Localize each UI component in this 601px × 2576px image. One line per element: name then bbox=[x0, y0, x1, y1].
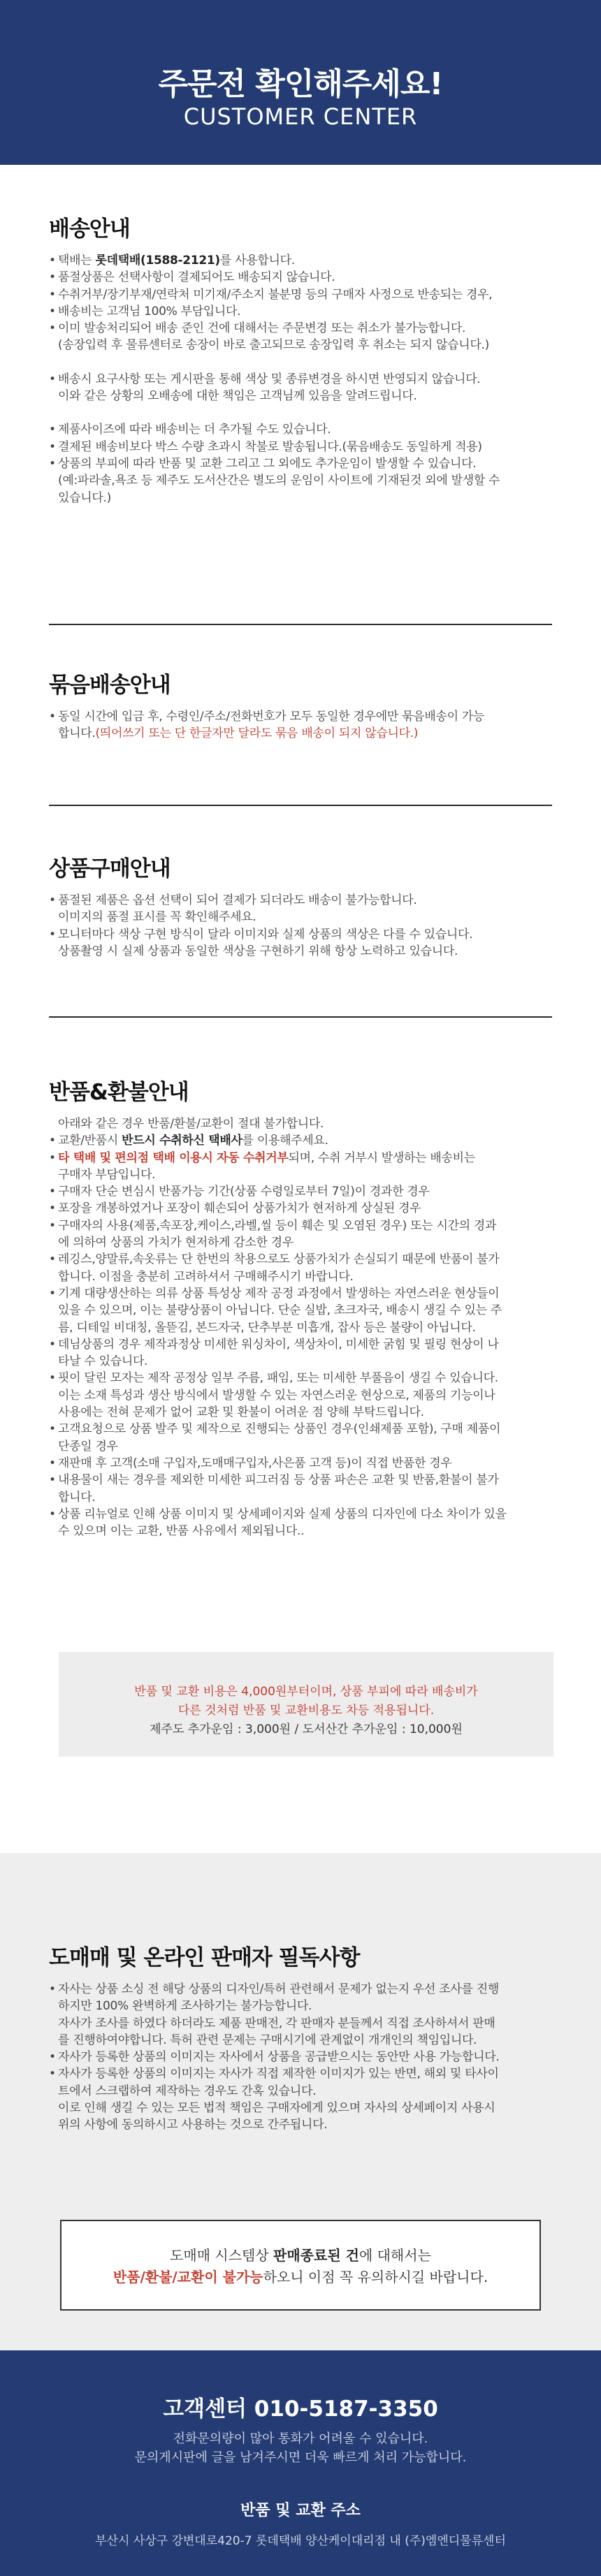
returns-section bbox=[49, 1074, 559, 1539]
list-item: • 고객요청으로 상품 발주 및 제작으로 진행되는 상품인 경우(인쇄제품 포함), 구매 제품이 단종일 경우 bbox=[49, 1421, 559, 1455]
list-item: • 포장을 개봉하였거나 포장이 훼손되어 상품가치가 현저하게 상실된 경우 bbox=[49, 1200, 559, 1217]
ws-line-2: 반품/환불/교환이 불가능하오니 이점 꼭 유의하시길 바랍니다. bbox=[113, 2269, 488, 2285]
wholesale-notice-box bbox=[60, 2220, 541, 2311]
ws-line-1: 도매매 시스템상 판매종료된 건에 대해서는 bbox=[170, 2247, 431, 2264]
list-item: • 결제된 배송비보다 박스 수량 초과시 착불로 발송됩니다.(묶음배송도 동일하게 적용) bbox=[49, 439, 559, 455]
fee-line-2: 다른 것처럼 반품 및 교환비용도 차등 적용됩니다. bbox=[178, 1704, 435, 1718]
list-item: • 수취거부/장기부재/연락처 미기재/주소지 불분명 등의 구매자 사정으로 반송되는 경우, bbox=[49, 286, 559, 303]
list-item: • 배송비는 고객님 100% 부담입니다. bbox=[49, 303, 559, 320]
list-item: • 데님상품의 경우 제작과정상 미세한 워싱차이, 색상차이, 미세한 굵힘 및 필링 현상이 나 타날 수 있습니다. bbox=[49, 1336, 559, 1370]
list-item: • 모니터마다 색상 구현 방식이 달라 이미지와 실제 상품의 색상은 다를 수 있습니다. 상품촬영 시 실제 상품과 동일한 색상을 구현하기 위해 항상 노력하고 있습니다. bbox=[49, 926, 559, 960]
list-item: • 택배는 롯데택배(1588-2121)를 사용합니다. bbox=[49, 252, 559, 269]
delivery-title: 배송안내 bbox=[49, 217, 130, 242]
purchase-list bbox=[49, 892, 559, 960]
fee-line-3: 제주도 추가운임 : 3,000원 / 도서산간 추가운임 : 10,000원 bbox=[150, 1722, 463, 1736]
customer-center-footer bbox=[0, 2350, 601, 2576]
returns-list bbox=[49, 1115, 559, 1539]
section-divider bbox=[49, 805, 552, 806]
list-item: • 기계 대량생산하는 의류 상품 특성상 제작 공정 과정에서 발생하는 자연스러운 현상들이 있을 수 있으며, 이는 불량상품이 아닙니다. 단순 실밥, 초크자국, 배송시 생길 수 있는 주 름, 디테일 비대칭, 올뜯김, 본드자국, 단추부분 미흡개, 잡사 등은 불량이 아닙니다. bbox=[49, 1285, 559, 1336]
customer-phone: 고객센터 010-5187-3350 bbox=[163, 2396, 438, 2422]
list-item: • 타 택배 및 편의점 택배 이용시 자동 수취거부되며, 수취 거부시 발생하는 배송비는 구매자 부담입니다. bbox=[49, 1150, 559, 1184]
purchase-section bbox=[49, 851, 559, 960]
list-item: • 구매자의 사용(제품,속포장,케이스,라벨,씰 등이 훼손 및 오염된 경우) 또는 시간의 경과 에 의하여 상품의 가치가 현저하게 감소한 경우 bbox=[49, 1217, 559, 1252]
list-item: • 자사는 상품 소싱 전 해당 상품의 디자인/특허 관련해서 문제가 없는지 우선 조사를 진행 하지만 100% 완벽하게 조사하기는 불가능합니다. 자사가 조사를 하였다 하더라도 제품 판매전, 각 판매자 분들께서 직접 조사하셔서 판매 를 진행하여야합니다. 특허 관련 문제는 구매시기에 관계없이 개개인의 책임입니다. bbox=[49, 1981, 559, 2049]
list-item: • 품절된 제품은 옵션 선택이 되어 결제가 되더라도 배송이 불가능합니다. 이미지의 품절 표시를 꼭 확인해주세요. bbox=[49, 892, 559, 926]
wholesale-section bbox=[0, 1853, 601, 2350]
header-banner bbox=[0, 0, 601, 165]
list-item: • 구매자 단순 변심시 반품가능 기간(상품 수령일로부터 7일)이 경과한 경우 bbox=[49, 1183, 559, 1200]
delivery-section bbox=[49, 211, 559, 506]
return-address-title: 반품 및 교환 주소 bbox=[240, 2502, 361, 2519]
list-item: • 교환/반품시 반드시 수취하신 택배사를 이용해주세요. bbox=[49, 1132, 559, 1149]
list-item: • 재판매 후 고객(소매 구입자,도매매구입자,사은품 고객 등)이 직접 반품한 경우 bbox=[49, 1455, 559, 1472]
return-fee-notice bbox=[59, 1652, 553, 1757]
list-item: • 자사가 등록한 상품의 이미지는 자사가 직접 제작한 이미지가 있는 반면, 해외 및 타사이 트에서 스크랩하여 제작하는 경우도 간혹 있습니다. 이로 인해 생길 수 있는 모든 법적 책임은 구매자에게 있으며 자사의 상세페이지 사용시 위의 사항에 동의하시고 사용하는 것으로 간주됩니다. bbox=[49, 2065, 559, 2133]
list-item: • 품절상품은 선택사항이 결제되어도 배송되지 않습니다. bbox=[49, 269, 559, 286]
banner-subtitle: CUSTOMER CENTER bbox=[183, 103, 418, 130]
fee-line-1: 반품 및 교환 비용은 4,000원부터이며, 상품 부피에 따라 배송비가 bbox=[134, 1685, 478, 1699]
bundle-section bbox=[49, 667, 559, 742]
return-address: 부산시 사상구 강변대로420-7 롯데택배 양산케이대리점 내 (주)엠엔디물류센터 bbox=[95, 2534, 506, 2548]
bundle-list bbox=[49, 708, 559, 742]
footer-description: 전화문의량이 많아 통화가 어려울 수 있습니다. 문의게시판에 글을 남겨주시면 더욱 빠르게 처리 가능합니다. bbox=[134, 2431, 467, 2465]
list-item: • 상품의 부피에 따라 반품 및 교환 그리고 그 외에도 추가운임이 발생할 수 있습니다. (예:파라솔,욕조 등 제주도 도서산간은 별도의 운임이 사이트에 기재된것 외에 발생할 수 있습니다.) bbox=[49, 455, 559, 506]
section-divider bbox=[49, 1016, 552, 1018]
list-item: • 상품 리뉴얼로 인해 상품 이미지 및 상세페이지와 실제 상품의 디자인에 다소 차이가 있을 수 있으며 이는 교환, 반품 사유에서 제외됩니다.. bbox=[49, 1506, 559, 1540]
wholesale-content bbox=[49, 1940, 559, 2134]
list-item: • 동일 시간에 입금 후, 수령인/주소/전화번호가 모두 동일한 경우에만 묶음배송이 가능 합니다.(띄어쓰기 또는 단 한글자만 달라도 묶음 배송이 되지 않습니다.) bbox=[49, 708, 559, 742]
returns-warning: 아래와 같은 경우 반품/환불/교환이 절대 불가합니다. bbox=[58, 1117, 324, 1131]
list-item: • 제품사이즈에 따라 배송비는 더 추가될 수도 있습니다. bbox=[49, 421, 559, 438]
list-item: • 배송시 요구사항 또는 게시판을 통해 색상 및 종류변경을 하시면 반영되지 않습니다. 이와 같은 상황의 오배송에 대한 책임은 고객님께 있음을 알려드립니다. bbox=[49, 371, 559, 405]
wholesale-list bbox=[49, 1981, 559, 2134]
list-item: • 레깅스,양말류,속옷류는 단 한번의 착용으로도 상품가치가 손실되기 때문에 반품이 불가 합니다. 이점을 충분히 고려하셔서 구매해주시기 바랍니다. bbox=[49, 1251, 559, 1285]
delivery-list bbox=[49, 252, 559, 506]
list-item: • 내용물이 새는 경우를 제외한 미세한 피그러짐 등 상품 파손은 교환 및 반품,환불이 불가 합니다. bbox=[49, 1472, 559, 1506]
wholesale-title: 도매매 및 온라인 판매자 필독사항 bbox=[49, 1945, 360, 1970]
list-item: • 핏이 달린 모자는 제작 공정상 일부 주름, 패임, 또는 미세한 부풀음이 생길 수 있습니다. 이는 소재 특성과 생산 방식에서 발생할 수 있는 자연스러운 현상으로, 제품의 기능이나 사용에는 전혀 문제가 없어 교환 및 환불이 어려운 점 양해 부탁드립니다. bbox=[49, 1370, 559, 1421]
returns-title: 반품&환불안내 bbox=[49, 1080, 189, 1105]
list-item: • 이미 발송처리되어 배송 준인 건에 대해서는 주문변경 또는 취소가 불가능합니다. (송장입력 후 물류센터로 송장이 바로 출고되므로 송장입력 후 취소는 되지 않습니다.) bbox=[49, 320, 559, 354]
bundle-title: 묶음배송안내 bbox=[49, 673, 171, 698]
purchase-title: 상품구매안내 bbox=[49, 856, 171, 881]
list-item: • 자사가 등록한 상품의 이미지는 자사에서 상품을 공급받으시는 동안만 사용 가능합니다. bbox=[49, 2049, 559, 2065]
banner-title: 주문전 확인해주세요! bbox=[158, 66, 443, 102]
section-divider bbox=[49, 624, 552, 625]
